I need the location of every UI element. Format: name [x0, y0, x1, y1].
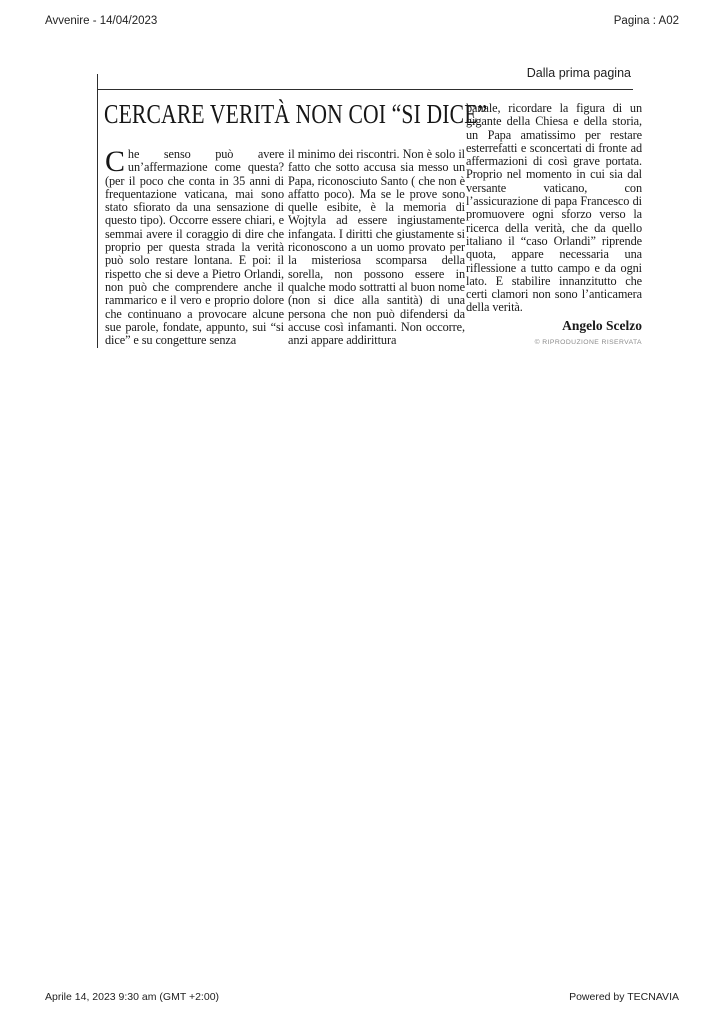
- article-headline: CERCARE VERITÀ NON COI “SI DICE”: [104, 99, 488, 129]
- publication-date: Avvenire - 14/04/2023: [45, 15, 158, 27]
- footer-powered-by: Powered by TECNAVIA: [569, 991, 679, 1003]
- article-column-1: [105, 145, 284, 348]
- column-1-text: he senso può avere un’affermazione come questa? (per il poco che conta in 35 anni di frequentazione vaticana, mai sono stato sfiorato da una sensazione di questo tipo). Occorre essere chiari, e semmai avere il coraggio di dire che proprio per questa strada la verità può solo restare lontana. E poi: il rispetto che si deve a Pietro Orlandi, non può che comprendere anche il rammarico e il vero e proprio dolore che continuano a provocare alcune sue parole, fondate, appunto, sui “si dice” e su congetture senza: [105, 147, 284, 348]
- drop-cap: C: [105, 145, 125, 178]
- left-edge-rule: [97, 74, 98, 348]
- section-kicker: Dalla prima pagina: [526, 66, 631, 80]
- article-column-3: [466, 102, 642, 349]
- column-3-text: banale, ricordare la figura di un gigante della Chiesa e della storia, un Papa amatissimo per restare esterrefatti e sconcertati di fronte ad affermazioni di così grave portata. Proprio nel momento in cui sia dal versante vaticano, con l’assicurazione di papa Francesco di promuovere ogni sforzo verso la ricerca della verità, che da quello italiano il “caso Orlandi” riprende quota, appare necessaria una riflessione a tutto campo e da ogni lato. E stabilire innanzitutto che certi clamori non sono l’anticamera della verità.: [466, 101, 642, 315]
- viewer-footer: [45, 991, 679, 1003]
- page-number: Pagina : A02: [613, 15, 679, 27]
- byline: Angelo Scelzo: [562, 317, 642, 333]
- copyright-notice: © RIPRODUZIONE RISERVATA: [534, 339, 642, 347]
- header-rule: [97, 89, 633, 90]
- footer-timestamp: Aprile 14, 2023 9:30 am (GMT +2:00): [45, 991, 220, 1003]
- article-column-2: il minimo dei riscontri. Non è solo il fatto che sotto accusa sia messo un Papa, riconosciuto Santo ( che non è affatto poco). Ma se le prove sono quelle esibite, è la memoria di Wojtyla ad essere ingiustamente infangata. I diritti che giustamente si riconoscono a un uomo provato per la misteriosa scomparsa della sorella, non possono essere in qualche modo sottratti al buon nome (non si dice alla santità) di una persona che non può difendersi da accuse così infamanti. Non occorre, anzi appare addirittura: [288, 147, 465, 348]
- viewer-header: [45, 15, 679, 27]
